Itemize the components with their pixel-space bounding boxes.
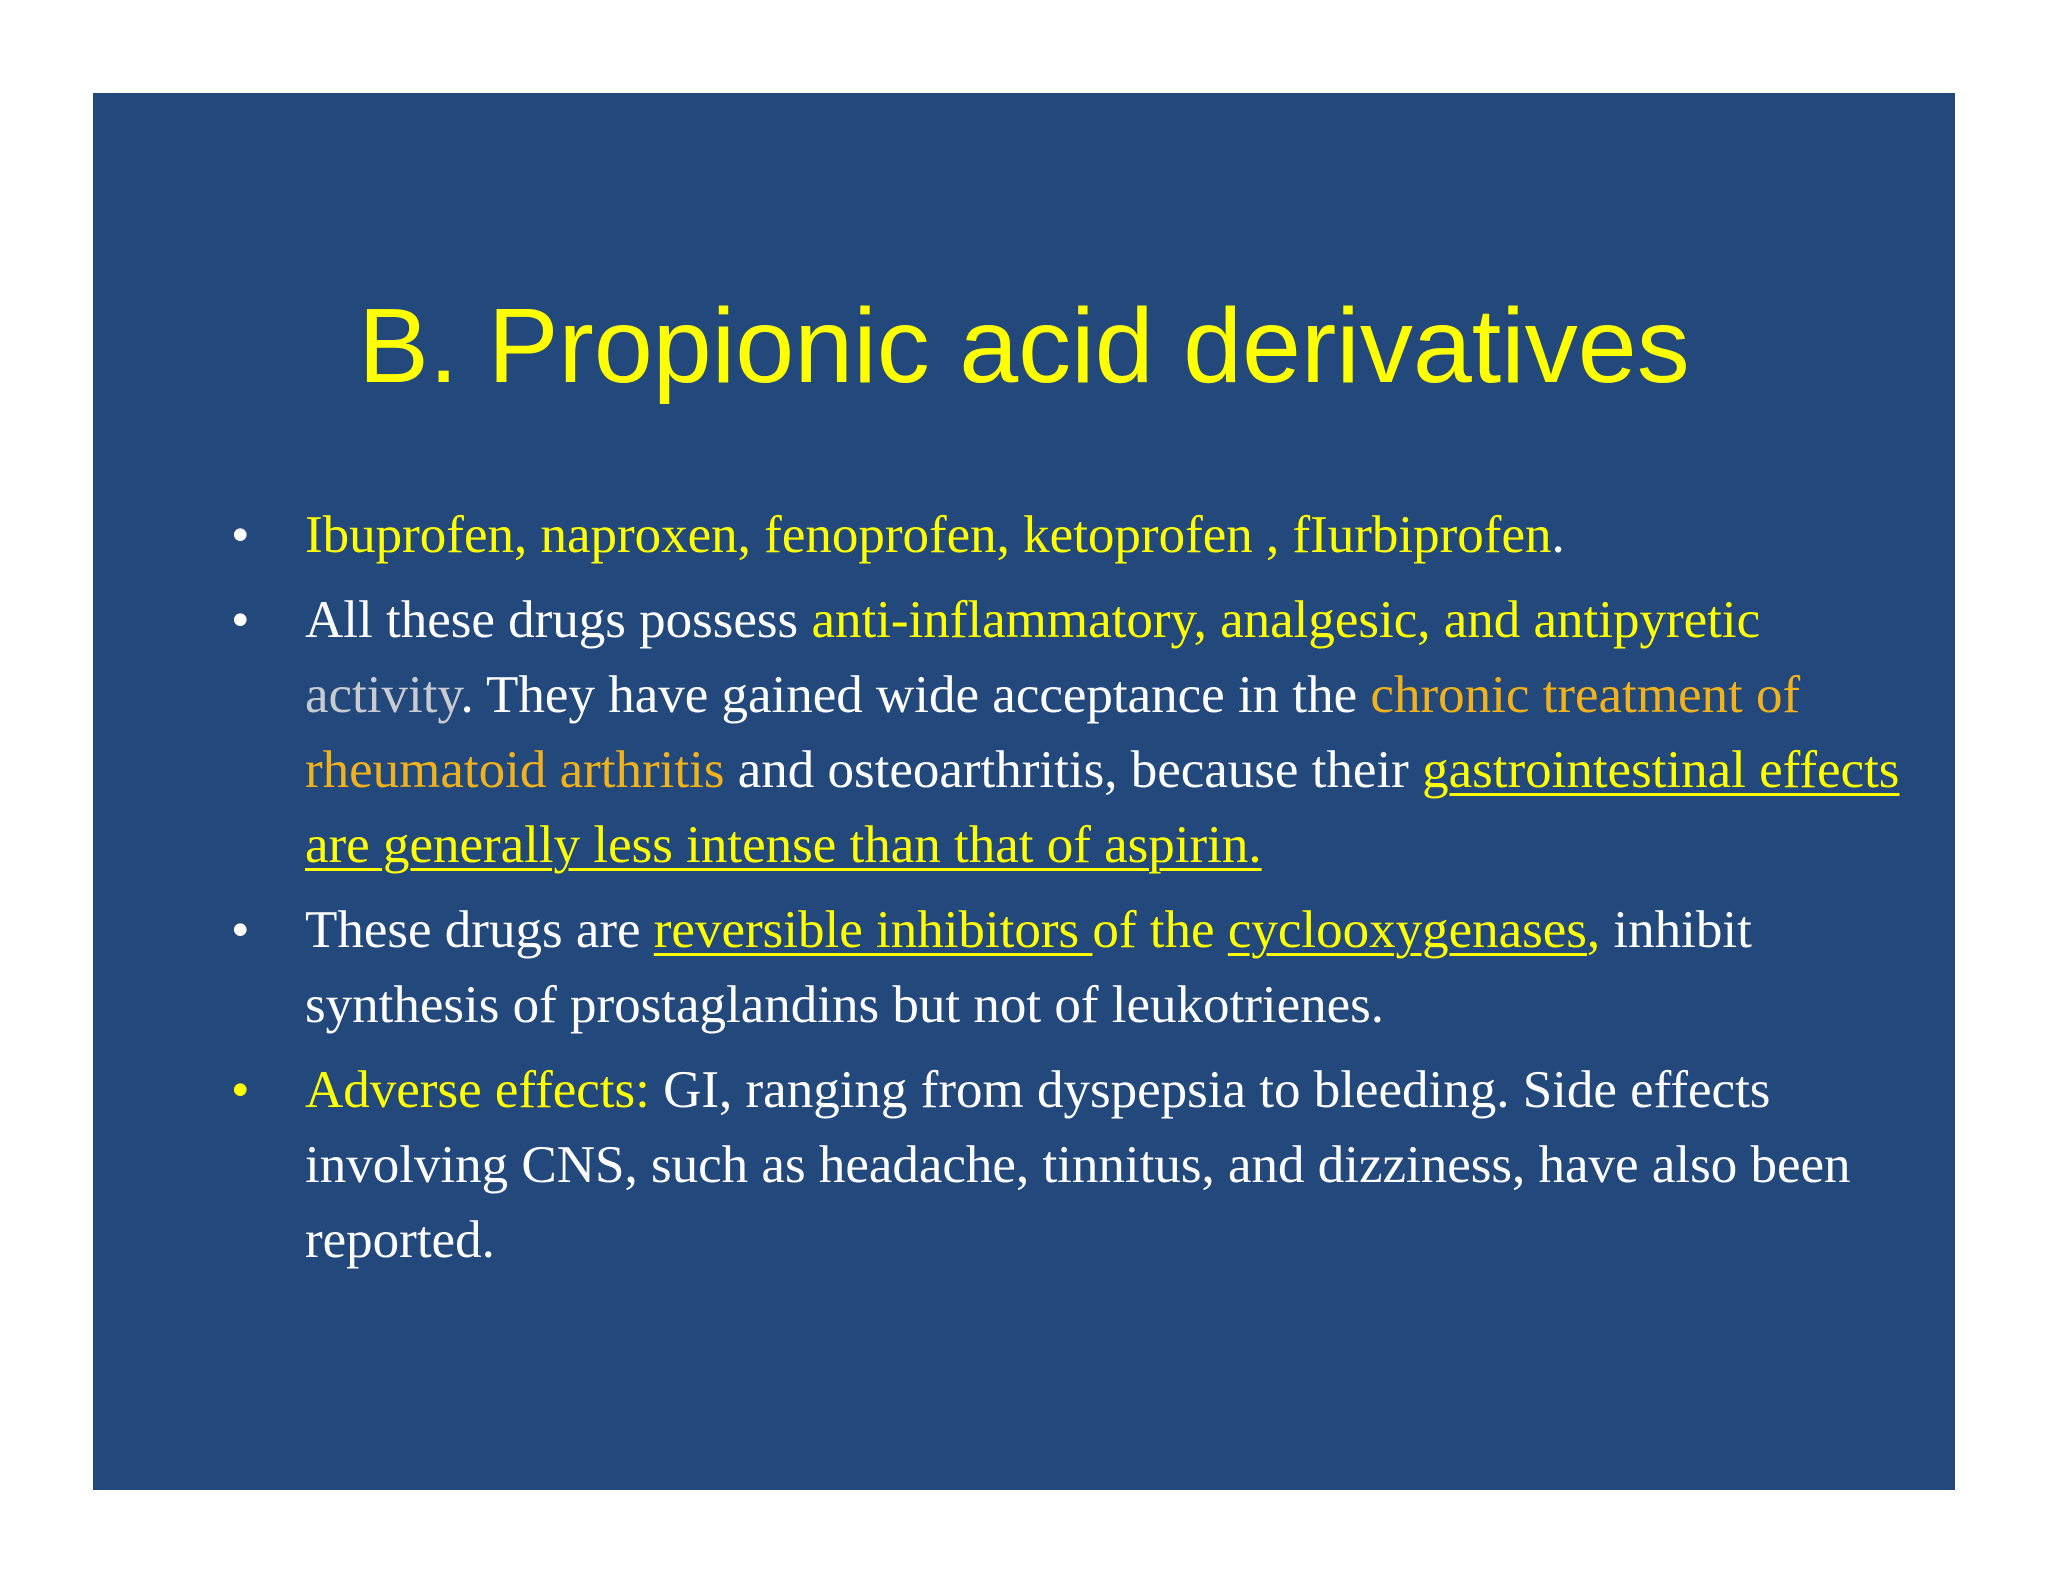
text-run: These drugs are: [305, 901, 654, 959]
bullet-marker: •: [231, 1061, 250, 1119]
bullet-item: [212, 1053, 1932, 1278]
text-run: reversible inhibitors: [653, 901, 1093, 959]
bullet-marker: •: [231, 591, 250, 649]
text-run: inhibit synthesis of prostaglandins but not of leukotrienes.: [305, 901, 1752, 1034]
slide-title: B. Propionic acid derivatives: [358, 287, 1690, 405]
bullet-marker: •: [231, 901, 250, 959]
text-run: anti-inflammatory, analgesic, and antipyretic: [811, 591, 1761, 649]
text-run: ,: [1586, 901, 1601, 959]
text-run: and osteoarthritis, because their: [724, 741, 1423, 799]
text-run: chronic treatment of rheumatoid arthritis: [305, 666, 1801, 799]
bullet-item: [212, 498, 1932, 573]
text-run: cyclooxygenases: [1227, 901, 1587, 959]
text-run: gastrointestinal effects are generally less intense than that of aspirin.: [305, 741, 1900, 874]
bullet-item: [212, 583, 1932, 883]
text-run: of the: [1092, 901, 1228, 959]
bullet-list: [212, 498, 1932, 1288]
text-run: activity: [305, 666, 461, 724]
bullet-item: [212, 893, 1932, 1043]
bullet-marker: •: [231, 506, 250, 564]
text-run: All these drugs possess: [305, 591, 812, 649]
slide: [93, 93, 1955, 1490]
text-run: Adverse effects:: [305, 1061, 650, 1119]
text-run: . They have gained wide acceptance in the: [460, 666, 1371, 724]
text-run: .: [1551, 506, 1565, 564]
text-run: Ibuprofen, naproxen, fenoprofen, ketoprofen , fIurbiprofen: [305, 506, 1552, 564]
text-run: GI, ranging from dyspepsia to bleeding. Side effects involving CNS, such as headache, tinnitus, and dizziness, have also been reported.: [305, 1061, 1851, 1269]
